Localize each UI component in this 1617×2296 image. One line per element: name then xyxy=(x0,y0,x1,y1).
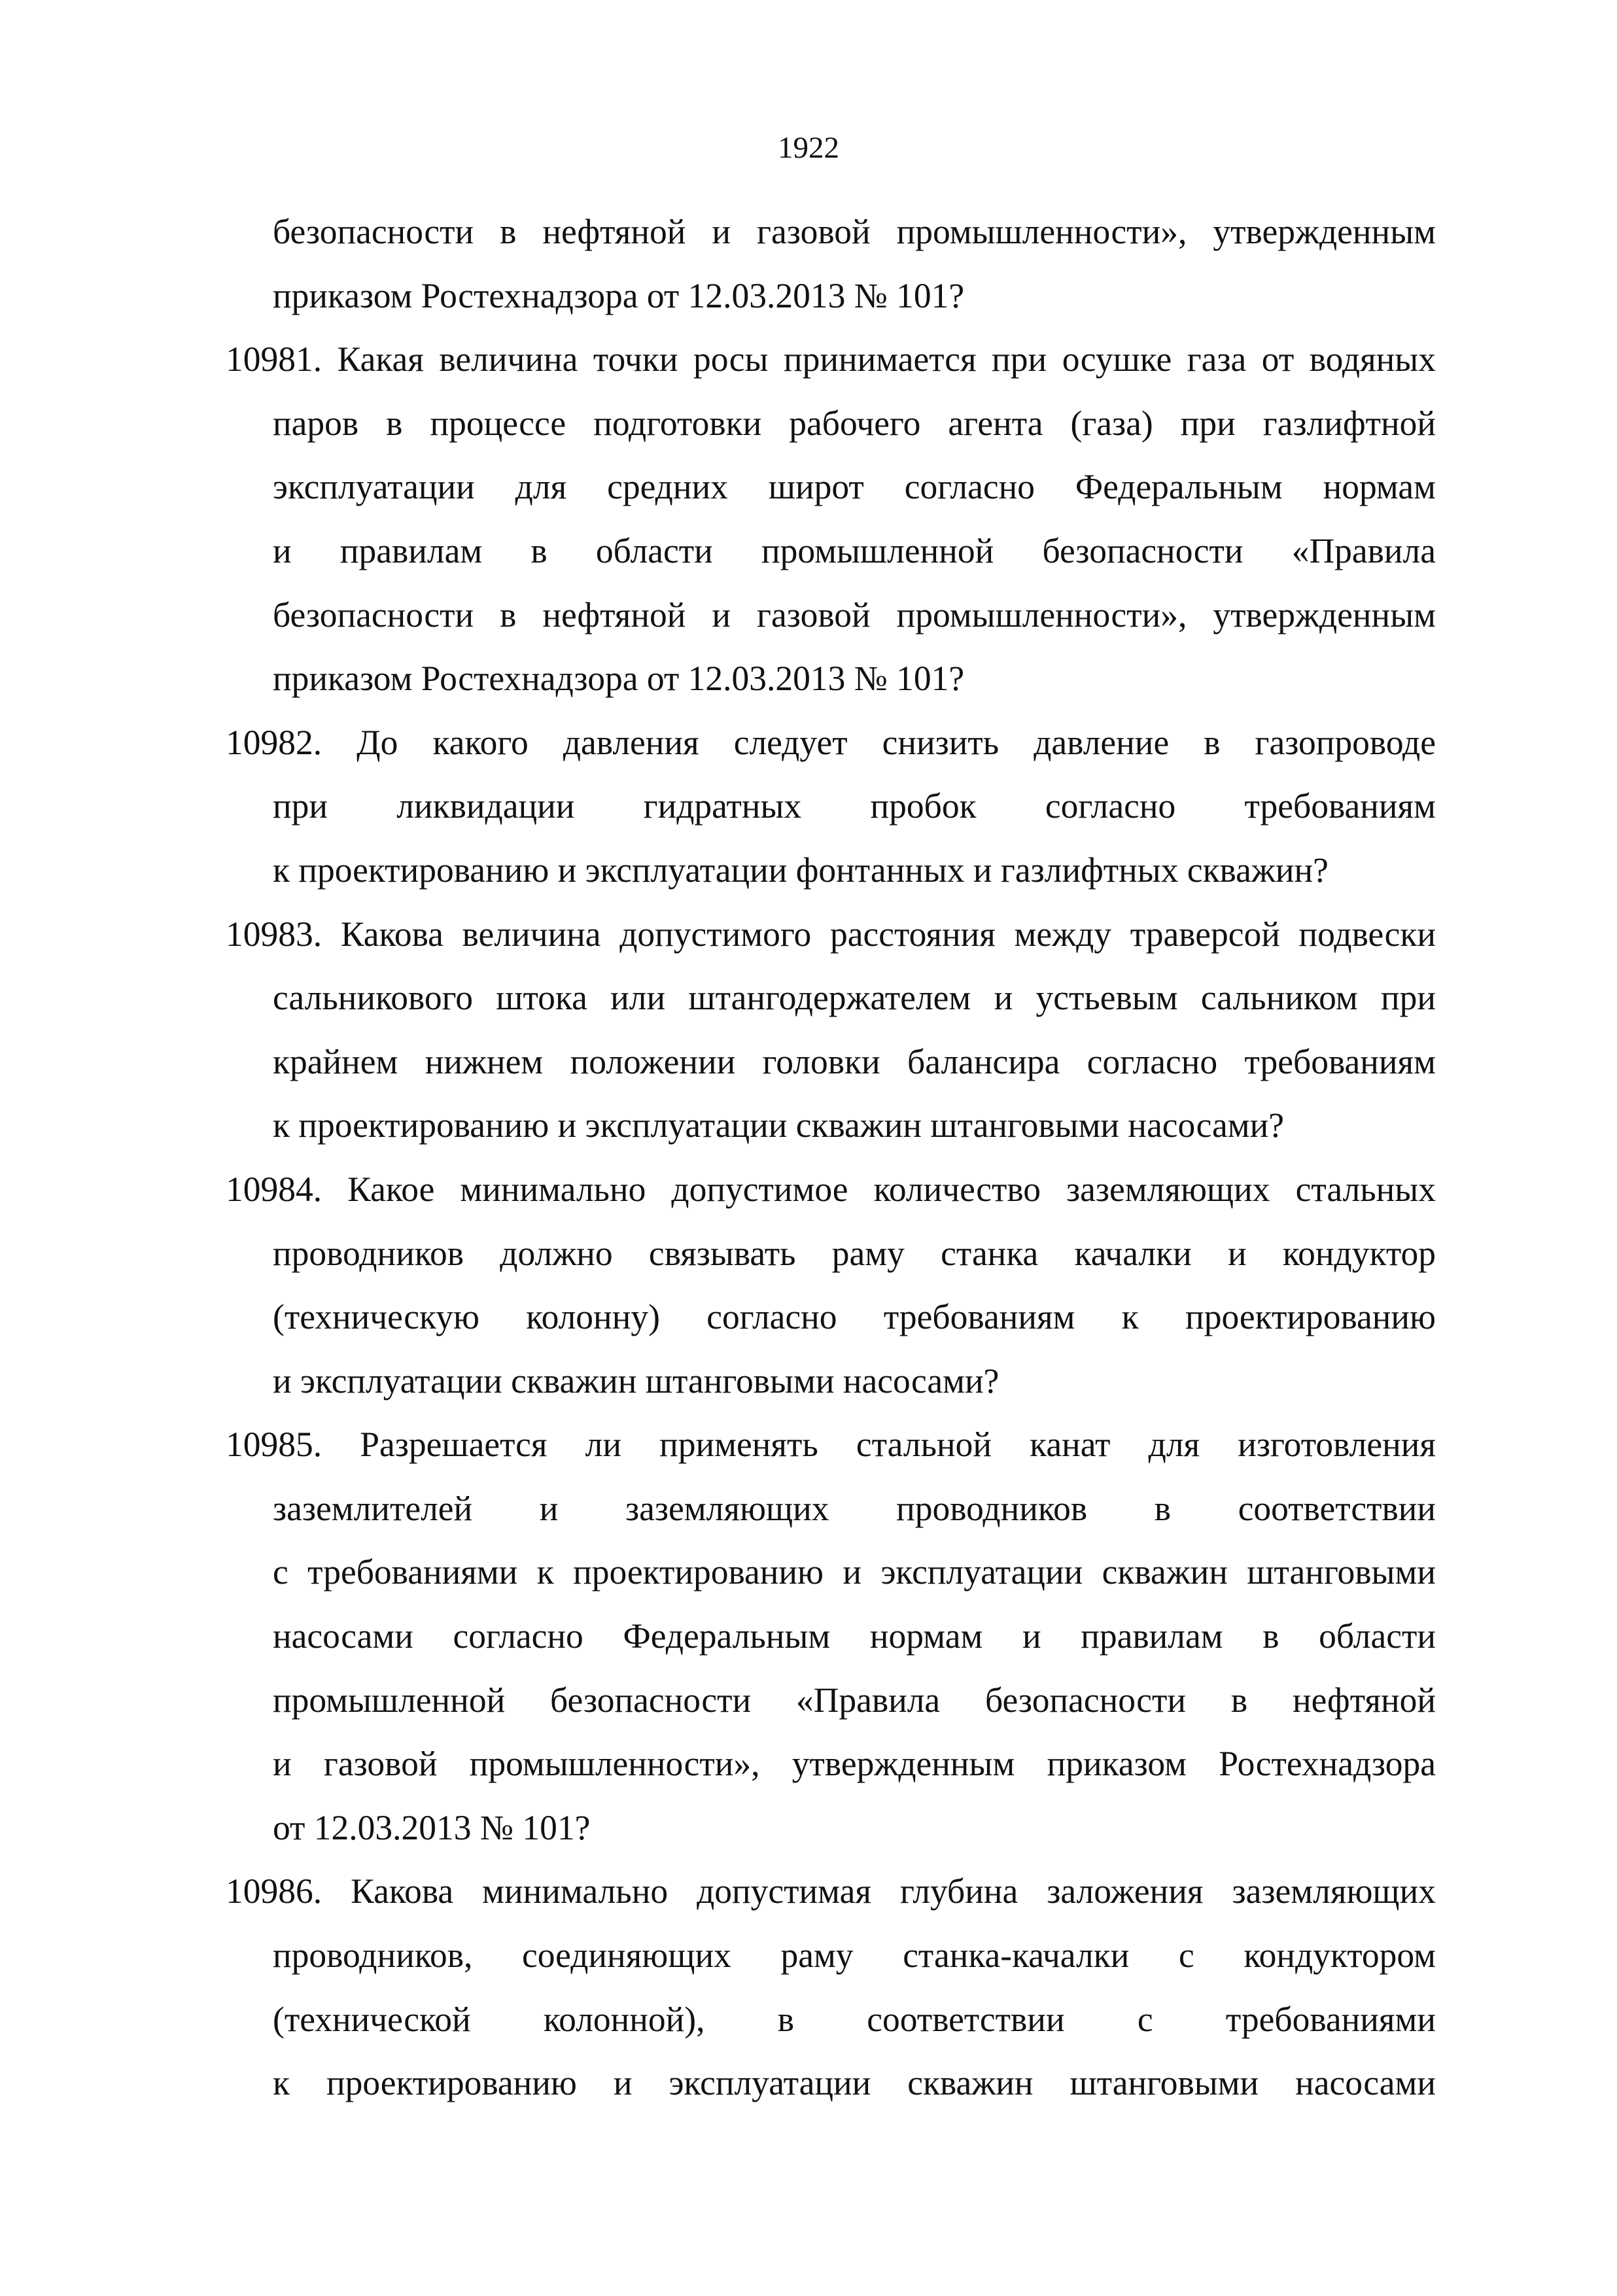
text-line: и правилам в области промышленной безопасности «Правила xyxy=(273,531,1436,570)
text-line: к проектированию и эксплуатации скважин штанговыми насосами? xyxy=(273,1105,1285,1145)
question-10982 xyxy=(226,711,1436,903)
text-line: паров в процессе подготовки рабочего агента (газа) при газлифтной xyxy=(273,403,1436,443)
text-line: 10985. Разрешается ли применять стальной канат для изготовления xyxy=(226,1425,1436,1465)
text-line: 10986. Какова минимально допустимая глубина заложения заземляющих xyxy=(226,1871,1436,1911)
paragraph-continuation xyxy=(226,200,1436,328)
question-10983 xyxy=(226,903,1436,1158)
text-line: проводников, соединяющих раму станка-качалки с кондуктором xyxy=(273,1936,1436,1975)
text-line: безопасности в нефтяной и газовой промышленности», утвержденным xyxy=(273,212,1436,251)
text-line: с требованиями к проектированию и эксплуатации скважин штанговыми xyxy=(273,1552,1436,1592)
text-line: проводников должно связывать раму станка качалки и кондуктор xyxy=(273,1233,1436,1273)
question-10981 xyxy=(226,328,1436,711)
question-10986 xyxy=(226,1860,1436,2115)
text-line: безопасности в нефтяной и газовой промышленности», утвержденным xyxy=(273,595,1436,635)
page-number: 1922 xyxy=(778,131,839,165)
text-line: приказом Ростехнадзора от 12.03.2013 № 101? xyxy=(273,659,965,699)
text-line: 10984. Какое минимально допустимое количество заземляющих стальных xyxy=(226,1169,1436,1209)
text-line: (техническую колонну) согласно требованиям к проектированию xyxy=(273,1297,1436,1337)
text-line: крайнем нижнем положении головки балансира согласно требованиям xyxy=(273,1041,1436,1081)
text-line: эксплуатации для средних широт согласно Федеральным нормам xyxy=(273,467,1436,507)
text-line: приказом Ростехнадзора от 12.03.2013 № 101? xyxy=(273,275,965,315)
text-line: от 12.03.2013 № 101? xyxy=(273,1807,591,1847)
text-line: и газовой промышленности», утвержденным приказом Ростехнадзора xyxy=(273,1744,1436,1784)
text-line: (технической колонной), в соответствии с требованиями xyxy=(273,1999,1436,2039)
text-line: промышленной безопасности «Правила безопасности в нефтяной xyxy=(273,1680,1436,1720)
text-line: сальникового штока или штангодержателем и устьевым сальником при xyxy=(273,978,1436,1018)
text-line: и эксплуатации скважин штанговыми насосами? xyxy=(273,1361,1000,1400)
document-body xyxy=(226,200,1436,2115)
text-line: заземлителей и заземляющих проводников в соответствии xyxy=(273,1488,1436,1528)
text-line: 10982. До какого давления следует снизить давление в газопроводе xyxy=(226,722,1436,762)
text-line: к проектированию и эксплуатации фонтанных и газлифтных скважин? xyxy=(273,850,1329,890)
text-line: при ликвидации гидратных пробок согласно требованиям xyxy=(273,786,1436,826)
text-line: 10983. Какова величина допустимого расстояния между траверсой подвески xyxy=(226,914,1436,954)
question-10985 xyxy=(226,1413,1436,1860)
text-line: насосами согласно Федеральным нормам и правилам в области xyxy=(273,1616,1436,1656)
text-line: к проектированию и эксплуатации скважин штанговыми насосами xyxy=(273,2063,1436,2103)
question-10984 xyxy=(226,1158,1436,1413)
text-line: 10981. Какая величина точки росы принимается при осушке газа от водяных xyxy=(226,339,1436,379)
